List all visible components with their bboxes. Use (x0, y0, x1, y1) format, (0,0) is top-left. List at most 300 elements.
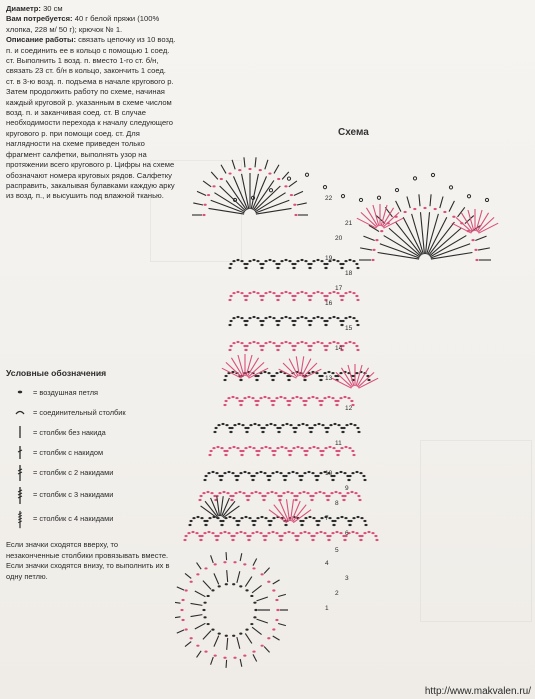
row-number: 1 (325, 605, 329, 612)
stitch-mark (458, 207, 465, 217)
chain-stitch (236, 316, 239, 318)
chain-stitch (355, 372, 358, 374)
chain-stitch (325, 295, 328, 297)
chain-stitch (236, 475, 239, 477)
chain-stitch (274, 492, 277, 494)
chain-stitch (337, 424, 340, 426)
chain-stitch (355, 320, 358, 322)
chain-stitch (323, 397, 326, 399)
chain-stitch (268, 291, 271, 293)
chain-stitch (215, 472, 218, 474)
chain-stitch (247, 539, 250, 541)
picot (323, 186, 326, 189)
chain-stitch (318, 491, 321, 493)
chain-stitch (214, 427, 217, 429)
chain-stitch (203, 532, 206, 534)
chain-stitch (359, 472, 362, 474)
chain-stitch (272, 589, 275, 591)
chain-stitch (375, 239, 378, 241)
chain-stitch (252, 341, 255, 343)
stitch-mark (197, 191, 206, 195)
chain-stitch (284, 475, 287, 477)
chain-stitch (271, 531, 274, 533)
stitch-mark (245, 577, 252, 587)
chain-stitch (239, 531, 242, 533)
chain-stitch (287, 404, 290, 406)
chain-stitch (253, 520, 256, 522)
chain-stitch (312, 517, 315, 519)
chain-stitch (259, 397, 262, 399)
chain-stitch (313, 424, 316, 426)
chain-stitch (292, 349, 295, 351)
chain-stitch (270, 491, 273, 493)
chain-stitch (218, 585, 221, 587)
chain-stitch (204, 475, 207, 477)
legend-item-trtr (6, 510, 171, 536)
chain-stitch (355, 532, 358, 534)
chain-stitch (341, 263, 344, 265)
chain-stitch (296, 446, 299, 448)
chain-stitch (245, 345, 248, 347)
chain-stitch (277, 178, 280, 180)
chain-stitch (324, 447, 327, 449)
chain-stitch (223, 404, 226, 406)
chain-stitch (296, 535, 299, 537)
chain-stitch (242, 492, 245, 494)
chain-stitch (226, 492, 229, 494)
chain-stitch (243, 471, 246, 473)
chain-stitch (239, 472, 242, 474)
chain-stitch (316, 524, 319, 526)
chain-stitch (343, 396, 346, 398)
chain-stitch (348, 316, 351, 318)
picot (449, 186, 452, 189)
chain-stitch (291, 532, 294, 534)
stitch-mark (232, 160, 235, 170)
chain-stitch (311, 472, 314, 474)
chain-stitch (342, 499, 345, 501)
chain-stitch (265, 424, 268, 426)
chain-stitch (295, 472, 298, 474)
stitch-mark (221, 165, 226, 174)
legend-title: Условные обозначения (6, 368, 107, 378)
chain-stitch (272, 400, 275, 402)
chain-stitch (203, 602, 206, 604)
chain-stitch (350, 400, 353, 402)
chain-stitch (207, 595, 210, 597)
chain-stitch (291, 471, 294, 473)
chain-stitch (299, 397, 302, 399)
chain-stitch (300, 524, 303, 526)
chain-stitch (196, 573, 199, 575)
chain-stitch (248, 168, 251, 170)
chain-stitch (363, 479, 366, 481)
chain-stitch (243, 655, 246, 657)
legend-label: = столбик с 4 накидами (33, 514, 114, 523)
chain-stitch (351, 472, 354, 474)
chain-stitch (185, 628, 188, 630)
chain-stitch (246, 427, 249, 429)
chain-stitch (335, 472, 338, 474)
chain-stitch (198, 499, 201, 501)
chain-stitch (252, 291, 255, 293)
chain-stitch (211, 532, 214, 534)
chain-stitch (235, 532, 238, 534)
chain-stitch (245, 589, 248, 591)
chain-stitch (232, 342, 235, 344)
picot (341, 195, 344, 198)
row-number: 8 (335, 500, 339, 507)
chain-stitch (255, 379, 258, 381)
chain-stitch (334, 491, 337, 493)
chain-stitch (261, 320, 264, 322)
chain-stitch (244, 447, 247, 449)
picot (485, 198, 488, 201)
chain-stitch (185, 589, 188, 591)
chain-stitch (343, 472, 346, 474)
chain-stitch (200, 517, 203, 519)
chain-stitch (348, 291, 351, 293)
chain-stitch (267, 372, 270, 374)
chain-stitch (248, 342, 251, 344)
chain-stitch (184, 535, 187, 537)
chain-stitch (195, 532, 198, 534)
chain-stitch (264, 292, 267, 294)
chain-stitch (264, 317, 267, 319)
stitch-mark (203, 181, 211, 187)
chain-stitch (312, 317, 315, 319)
chain-stitch (277, 295, 280, 297)
chain-stitch (324, 267, 327, 269)
chain-stitch (287, 531, 290, 533)
chain-stitch (279, 495, 282, 497)
stitch-mark (478, 217, 494, 232)
chain-stitch (301, 520, 304, 522)
chain-stitch (282, 492, 285, 494)
chain-stitch (303, 379, 306, 381)
chain-stitch (256, 400, 259, 402)
picot (359, 198, 362, 201)
stitch-mark (191, 603, 203, 605)
chain-stitch (239, 404, 242, 406)
stitch-mark (191, 615, 203, 617)
chain-stitch (302, 491, 305, 493)
chain-stitch (264, 446, 267, 448)
chain-stitch (349, 423, 352, 425)
chain-stitch (303, 404, 306, 406)
chain-stitch (279, 472, 282, 474)
chain-stitch (271, 472, 274, 474)
chain-stitch (258, 492, 261, 494)
chain-stitch (312, 292, 315, 294)
schema-title: Схема (338, 127, 369, 138)
stitch-mark (253, 654, 257, 661)
chain-stitch (227, 471, 230, 473)
chain-stitch (244, 349, 247, 351)
chain-stitch (316, 341, 319, 343)
chain-stitch (252, 524, 255, 526)
legend-item-dc (6, 444, 171, 464)
chain-stitch (200, 535, 203, 537)
chain-stitch (228, 172, 231, 174)
chain-stitch (269, 520, 272, 522)
chain-stitch (237, 423, 240, 425)
pattern-intro (6, 4, 176, 202)
chain-stitch (338, 492, 341, 494)
chain-stitch (228, 267, 231, 269)
row-number: 11 (335, 440, 342, 447)
chain-stitch (293, 295, 296, 297)
row-number: 10 (325, 470, 333, 477)
chain-stitch (260, 267, 263, 269)
chain-stitch (309, 345, 312, 347)
stitch-mark (226, 552, 227, 560)
chain-stitch (283, 397, 286, 399)
chain-stitch (262, 427, 265, 429)
chain-stitch (232, 583, 235, 585)
chain-stitch (339, 471, 342, 473)
picot (377, 196, 380, 199)
chain-stitch (283, 532, 286, 534)
stitch-mark (203, 581, 211, 590)
chain-stitch (308, 447, 311, 449)
chain-stitch (288, 260, 291, 262)
chain-stitch (336, 317, 339, 319)
chain-stitch (228, 349, 231, 351)
chain-stitch (276, 609, 279, 611)
chain-stitch (284, 259, 287, 261)
chain-stitch (275, 372, 278, 374)
chain-stitch (327, 371, 330, 373)
chain-stitch (236, 291, 239, 293)
chain-stitch (243, 532, 246, 534)
chain-stitch (237, 520, 240, 522)
chain-stitch (327, 495, 330, 497)
chain-stitch (295, 396, 298, 398)
chain-stitch (225, 583, 228, 585)
chain-stitch (305, 424, 308, 426)
chain-stitch (300, 475, 303, 477)
chain-stitch (247, 472, 250, 474)
chain-stitch (332, 316, 335, 318)
row-number: 18 (345, 270, 353, 277)
chain-stitch (220, 524, 223, 526)
stitch-mark (195, 623, 206, 629)
chain-stitch (228, 516, 231, 518)
chain-stitch (316, 475, 319, 477)
chain-stitch (351, 450, 354, 452)
chain-stitch (287, 379, 290, 381)
chain-stitch (328, 517, 331, 519)
legend-label: = воздушная петля (33, 388, 99, 397)
chain-stitch (355, 345, 358, 347)
double-treble-icon (12, 486, 28, 506)
chain-stitch (348, 524, 351, 526)
chain-stitch (342, 427, 345, 429)
chain-stitch (260, 324, 263, 326)
chain-stitch (263, 396, 266, 398)
chain-stitch (294, 214, 297, 216)
chain-stitch (326, 427, 329, 429)
chain-stitch (331, 532, 334, 534)
chain-stitch (340, 447, 343, 449)
chain-stitch (229, 295, 232, 297)
chain-stitch (221, 423, 224, 425)
chain-stitch (259, 532, 262, 534)
chain-stitch (232, 260, 235, 262)
chain-stitch (181, 599, 184, 601)
stitch-mark (177, 587, 184, 590)
chain-stitch (267, 637, 270, 639)
stitch-mark (252, 627, 261, 634)
chain-stitch (281, 424, 284, 426)
chain-stitch (212, 447, 215, 449)
chain-stitch (255, 472, 258, 474)
row-number: 6 (345, 530, 349, 537)
chain-stitch (356, 516, 359, 518)
chain-stitch (272, 454, 275, 456)
chain-stitch (264, 260, 267, 262)
stitch-mark (419, 194, 420, 206)
chain-stitch (261, 345, 264, 347)
chain-stitch (363, 520, 366, 522)
chain-stitch (260, 447, 263, 449)
chain-stitch (254, 609, 257, 611)
row-number: 4 (325, 560, 329, 567)
chain-stitch (180, 609, 183, 611)
chain-stitch (300, 259, 303, 261)
chain-stitch (251, 397, 254, 399)
row-number: 19 (325, 255, 333, 262)
chain-stitch (250, 595, 253, 597)
chain-stitch (272, 292, 275, 294)
stitch-mark (211, 555, 214, 563)
chain-stitch (223, 561, 226, 563)
chain-stitch (207, 472, 210, 474)
chain-stitch (252, 475, 255, 477)
chain-stitch (220, 475, 223, 477)
chain-stitch (235, 397, 238, 399)
chain-stitch (183, 539, 186, 541)
stitch-mark (195, 591, 206, 597)
stitch-mark (240, 553, 242, 561)
chain-stitch (231, 472, 234, 474)
chain-stitch (300, 291, 303, 293)
chain-stitch (372, 249, 375, 251)
chain-stitch (267, 397, 270, 399)
chain-stitch (232, 535, 235, 537)
chain-stitch (323, 372, 326, 374)
chain-stitch (299, 479, 302, 481)
chain-stitch (299, 532, 302, 534)
chain-stitch (211, 471, 214, 473)
chain-stitch (327, 539, 330, 541)
chain-stitch (319, 472, 322, 474)
chain-stitch (257, 450, 260, 452)
chain-stitch (218, 633, 221, 635)
chain-stitch (234, 492, 237, 494)
chain-stitch (262, 499, 265, 501)
chain-stitch (221, 520, 224, 522)
chain-stitch (224, 517, 227, 519)
legend-item-dtr (6, 486, 171, 510)
chain-stitch (322, 492, 325, 494)
row-number: 12 (345, 405, 353, 412)
chain-stitch (287, 472, 290, 474)
chain-stitch (244, 267, 247, 269)
chain-stitch (216, 446, 219, 448)
chain-stitch (196, 645, 199, 647)
chain-stitch (309, 320, 312, 322)
chain-stitch (367, 379, 370, 381)
chain-stitch (192, 517, 195, 519)
chain-stitch (260, 349, 263, 351)
chain-stitch (213, 431, 216, 433)
stitch-mark (294, 191, 303, 195)
chain-stitch (351, 531, 354, 533)
chain-stitch (227, 397, 230, 399)
chain-stitch (239, 633, 242, 635)
chain-stitch (288, 317, 291, 319)
picot (305, 173, 308, 176)
chain-stitch (339, 532, 342, 534)
chain-stitch (288, 400, 291, 402)
chain-stitch (434, 208, 437, 210)
chain-stitch (220, 447, 223, 449)
chain-stitch (256, 517, 259, 519)
chain-stitch (475, 259, 478, 261)
chain-stitch (360, 535, 363, 537)
chain-stitch (316, 259, 319, 261)
stitch-mark (214, 636, 219, 647)
chain-stitch (297, 424, 300, 426)
chain-stitch (316, 316, 319, 318)
chain-stitch (349, 520, 352, 522)
chain-stitch (308, 299, 311, 301)
chain-stitch (232, 635, 235, 637)
chain-stitch (233, 424, 236, 426)
chain-stitch (284, 291, 287, 293)
chain-stitch (211, 589, 214, 591)
chain-stitch (320, 260, 323, 262)
chain-stitch (218, 492, 221, 494)
chain-stitch-icon (12, 384, 28, 404)
chain-stitch (227, 532, 230, 534)
row-number: 20 (335, 235, 343, 242)
chain-stitch (312, 260, 315, 262)
chain-stitch (356, 299, 359, 301)
chain-stitch (347, 397, 350, 399)
chain-stitch (280, 317, 283, 319)
row-number: 17 (335, 285, 343, 292)
chain-stitch (296, 317, 299, 319)
chain-stitch (264, 517, 267, 519)
chain-stitch (202, 492, 205, 494)
chain-stitch (280, 260, 283, 262)
chain-stitch (331, 397, 334, 399)
chain-stitch (224, 454, 227, 456)
chain-stitch (336, 517, 339, 519)
chain-stitch (362, 475, 365, 477)
chain-stitch (335, 531, 338, 533)
chain-stitch (199, 539, 202, 541)
chain-stitch (340, 324, 343, 326)
chain-stitch (209, 450, 212, 452)
stitch-mark (237, 571, 240, 583)
chain-stitch (371, 532, 374, 534)
chain-stitch (344, 446, 347, 448)
chain-stitch (255, 531, 258, 533)
